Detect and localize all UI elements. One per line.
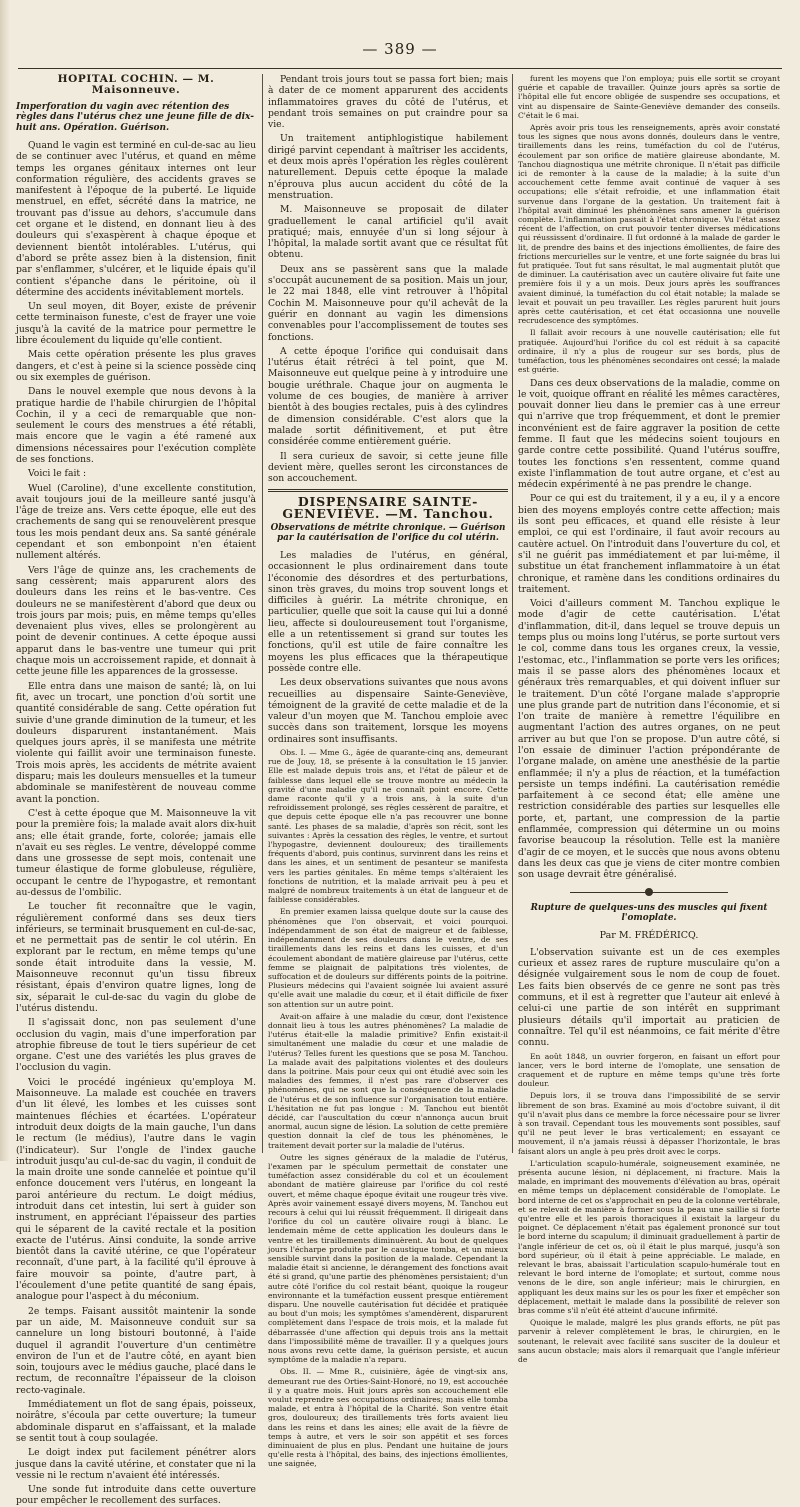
- article-author: Par M. FRÉDÉRICQ.: [599, 929, 699, 941]
- observation-text: [268, 748, 508, 1469]
- column-divider: [512, 74, 513, 1153]
- paragraph: Il sera curieux de savoir, si cette jeune fille devient mère, quelles seront les circonstances de son accouchement.: [268, 450, 508, 485]
- paragraph: Dans ces deux observations de la maladie, comme on le voit, quoique offrant en réalité les mêmes caractères, pouvait donner lieu dans le premier cas à une erreur qui n'arrive que trop fréquemment, et dont le premier inconvénient est de faire aggraver la position de cette femme. Il faut que les médecins soient toujours en garde contre cette possibilité. Quand l'utérus souffre, toutes les fonctions s'en ressentent, comme quand existe l'inflammation de tout autre organe, et c'est au médecin expérimenté à ne pas prendre le change.: [518, 377, 780, 491]
- paragraph: Voici le procédé ingénieux qu'employa M. Maisonneuve. La malade est couchée en travers d'un lit élevé, les lombes et les cuisses sont maintenues fléchies et écartées. L'opérateur introduit deux doigts de la main gauche, l'un dans le rectum (le médius), l'autre dans le vagin (l'indicateur). Sur l'ongle de l'index gauche introduit jusqu'au cul-de-sac du vagin, il conduit de la main droite une sonde cannelée et pointue qu'il enfonce doucement vers l'utérus, en longeant la paroi antérieure du rectum. Le doigt médius, introduit dans cet intestin, lui sert à guider son instrument, en appréciant l'épaisseur des parties qui le séparent de la cavité rectale et la position exacte de l'utérus. Ainsi conduite, la sonde arrive bientôt dans la cavité utérine, ce que l'opérateur reconnaît, d'une part, à la facilité qu'il éprouve à faire mouvoir sa pointe, d'autre part, à l'écoulement d'une petite quantité de sang épais, analogue pour l'aspect à du méconium.: [16, 1076, 256, 1303]
- column-right: [518, 74, 780, 1365]
- ornament-dot: [645, 888, 653, 896]
- paragraph: A cette époque l'orifice qui conduisait dans l'utérus était rétréci à tel point, que M. Maisonneuve eut quelque peine à y introduire une bougie uréthrale. Chaque jour on augmenta le volume de ces bougies, de manière à arriver bientôt à des bougies rectales, puis à des cylindres de dimension considérable. C'est alors que la malade sortit définitivement, et put être considérée comme entièrement guérie.: [268, 345, 508, 448]
- page-number: — 389 —: [362, 40, 438, 58]
- paragraph: Wuel (Caroline), d'une excellente constitution, avait toujours joui de la meilleure santé jusqu'à l'âge de treize ans. Vers cette époque, elle eut des crachements de sang qui se renouvelèrent presque tous les mois pendant deux ans. Sa santé générale cependant et son embonpoint n'en étaient nullement altérés.: [16, 482, 256, 562]
- paragraph: Le doigt index put facilement pénétrer alors jusque dans la cavité utérine, et constater que ni la vessie ni le rectum n'avaient été intéressés.: [16, 1447, 256, 1481]
- article-body: [16, 140, 256, 1507]
- paragraph: Après avoir pris tous les renseignements, après avoir constaté tous les signes que nous avons donnés, douleurs dans le ventre, tiraillements dans les reins, tuméfaction du col de l'utérus, écoulement par son orifice de matière glaireuse abondante, M. Tanchou diagnostiqua une métrite chronique. Il n'était pas difficile ici de remonter à la cause de la maladie; à la suite d'un accouchement cette femme avait continué de vaquer à ses occupations; elle s'était refroidie, et une inflammation était survenue dans l'organe de la gestation. Un traitement fait à l'hôpital avait diminué les phénomènes sans amener la guérison complète. L'inflammation passait à l'état chronique. Vu l'état assez récent de l'affection, on crut pouvoir tenter diverses médications qui réussissent d'ordinaire. Il fut ordonné à la malade de garder le lit, de prendre des bains et des injections émollientes, de faire des frictions mercurielles sur le ventre, et une forte saignée du bras lui fut pratiquée. Tout fut sans résultat, le mal augmentait plutôt que de diminuer. La cautérisation avec un cautère olivaire fut faite une première fois il y a un mois. Deux jours après les souffrances avaient diminué, la tuméfaction du col était notable; la malade se levait et pouvait un peu travailler. Les règles parurent huit jours après cette cautérisation, et cet état occasionna une nouvelle recrudescence des symptômes.: [518, 123, 780, 326]
- section-heading-dispensaire: DISPENSAIRE SAINTE-GENEVIÈVE. —M. Tanchou.: [282, 494, 494, 521]
- paragraph: Les maladies de l'utérus, en général, occasionnent le plus ordinairement dans toute l'économie des désordres et des perturbations, sinon très graves, du moins trop souvent longs et difficiles à guérir. La métrite chronique, en particulier, quelle que soit la cause qui lui a donné lieu, affecte si douloureusement tout l'organisme, elle a un retentissement si grand sur toutes les fonctions, qu'il est utile de faire connaître les moyens les plus efficaces que la thérapeutique possède contre elle.: [268, 549, 508, 674]
- paragraph: M. Maisonneuve se proposait de dilater graduellement le canal artificiel qu'il avait pratiqué; mais, ennuyée d'un si long séjour à l'hôpital, la malade sortit avant que ce résultat fût obtenu.: [268, 204, 508, 261]
- paragraph: En premier examen laissa quelque doute sur la cause des phénomènes que l'on observait, et voici pourquoi. Indépendamment de son état de maigreur et de faiblesse, indépendamment de ses douleurs dans le ventre, de ses tiraillements dans les reins et dans les cuisses, et d'un écoulement abondant de matière glaireuse par l'utérus, cette femme se plaignait de palpitations très violentes, de suffocation et de douleurs sur différents points de la poitrine. Plusieurs médecins qui l'avaient soignée lui avaient assuré qu'elle avait une maladie du cœur, et il était difficile de fixer son attention sur un autre point.: [268, 907, 508, 1009]
- paragraph: L'articulation scapulo-humérale, soigneusement examinée, ne présenta aucune lésion, ni déplacement, ni fracture. Mais la malade, en imprimant des mouvements d'élévation au bras, opérait en même temps un déplacement considérable de l'omoplate. Le bord interne de cet os s'approchait en peu de la colonne vertébrale, et se relevait de manière à former sous la peau une saillie si forte qu'entre elle et les parois thoraciques il existait la largeur du poignet. Ce déplacement n'était pas également prononcé sur tout le bord interne du scapulum; il diminuait graduellement à partir de l'angle inférieur de cet os, où il était le plus marqué, jusqu'à son bord supérieur, où il était à peine appréciable. Le malade, en relevant le bras, abaissait l'articulation scapulo-humérale tout en relevant le bord interne de l'omoplate; et surtout, comme nous venons de le dire, son angle inférieur; mais le chirurgien, en appliquant les deux mains sur les os pour les fixer et empêcher son déplacement, mettait le malade dans la possibilité de relever son bras comme s'il n'eût été atteint d'aucune infirmité.: [518, 1158, 780, 1316]
- column-left: [16, 73, 256, 1507]
- binding-shadow: [0, 0, 10, 1161]
- article-body: [518, 947, 780, 1049]
- paragraph: Voici le fait :: [28, 468, 87, 480]
- paragraph: Quand le vagin est terminé en cul-de-sac au lieu de se continuer avec l'utérus, et quand en même temps les organes génitaux internes ont leur conformation régulière, des accidents graves se manifestent à l'époque de la puberté. Le liquide menstruel, en effet, sécrété dans la matrice, ne trouvant pas d'issue au dehors, s'accumule dans cet organe et le distend, en donnant lieu à des douleurs qui s'exaspèrent à chaque époque et deviennent bientôt intolérables. L'utérus, qui d'abord se prête assez bien à la distension, finit par s'enflammer, s'ulcérer, et le liquide épais qu'il contient s'épanche dans le péritoine, où il détermine des accidents inévitablement mortels.: [16, 139, 256, 298]
- article-subtitle: Imperforation du vagin avec rétention des règles dans l'utérus chez une jeune fille de dix-huit ans. Opération. Guérison.: [16, 101, 254, 134]
- paragraph: L'observation suivante est un de ces exemples curieux et assez rares de rupture musculaire qu'on a désignée vulgairement sous le nom de coup de fouet. Les faits bien observés de ce genre ne sont pas très communs, et il est à regretter que l'auteur ait enlevé à celui-ci une partie de son intérêt en supprimant plusieurs détails qu'il importait au praticien de connaître. Tel qu'il est néanmoins, ce fait mérite d'être connu.: [518, 946, 780, 1049]
- paragraph: Un traitement antiphlogistique habilement dirigé parvint cependant à maîtriser les accidents, et deux mois après l'opération les règles coulèrent naturellement. Depuis cette époque la malade n'éprouva plus aucun accident du côté de la menstruation.: [268, 133, 508, 201]
- article-body-continued: [268, 74, 508, 484]
- paragraph: Immédiatement un flot de sang épais, poisseux, noirâtre, s'écoula par cette ouverture; la tumeur abdominale disparut en s'affaissant, et la malade se sentit tout à coup soulagée.: [16, 1399, 256, 1444]
- header-rule: [18, 68, 782, 69]
- paragraph: Il fallait avoir recours à une nouvelle cautérisation; elle fut pratiquée. Aujourd'hui l'orifice du col est réduit à sa capacité ordinaire, il n'y a plus de rougeur sur ses bords, plus de tuméfaction, tous les phénomènes secondaires ont cessé; la malade est guérie.: [518, 328, 780, 375]
- paragraph: Avait-on affaire à une maladie du cœur, dont l'existence donnait lieu à tous les autres phénomènes? La maladie de l'utérus était-elle la maladie primitive? Enfin existait-il simultanément une maladie du cœur et une maladie de l'utérus? Telles furent les questions que se posa M. Tanchou. La malade avait des palpitations violentes et des douleurs dans la poitrine. Mais pour ceux qui ont étudié avec soin les maladies des femmes, il n'est pas rare d'observer ces phénomènes, qui ne sont que la conséquence de la maladie de l'utérus et de son influence sur l'organisation tout entière. L'hésitation ne fut pas longue : M. Tanchou eut bientôt décidé, car l'auscultation du cœur n'annonça aucun bruit anormal, aucun signe de lésion. La solution de cette première question donnait la clef de tous les phénomènes, le traitement devait porter sur la maladie de l'utérus.: [268, 1011, 508, 1150]
- paragraph: Le toucher fit reconnaître que le vagin, régulièrement conformé dans ses deux tiers inférieurs, se terminait brusquement en cul-de-sac, et ne permettait pas de sentir le col utérin. En explorant par le rectum, en même temps qu'une sonde était introduite dans la vessie, M. Maisonneuve reconnut qu'un tissu fibreux résistant, épais d'environ quatre lignes, long de six, séparait le cul-de-sac du vagin du globe de l'utérus distendu.: [16, 901, 256, 1014]
- paragraph: Obs. II. — Mme R., cuisinière, âgée de vingt-six ans, demeurant rue des Orties-Saint-Honoré, no 19, est accouchée il y a quatre mois. Huit jours après son accouchement elle voulut reprendre ses occupations ordinaires; mais elle tomba malade, et entra à l'hôpital de la Charité. Son ventre était gros, douloureux; des tiraillements très forts avaient lieu dans les reins et dans les aines; elle avait de la fièvre de temps à autre, et vers le soir son appétit et ses forces diminuaient de plus en plus. Pendant une huitaine de jours qu'elle resta à l'hôpital, des bains, des injections émollientes, une saignée,: [268, 1367, 508, 1469]
- section-divider: [268, 489, 508, 492]
- article-body: [268, 550, 508, 745]
- section-heading-hopital-cochin: HOPITAL COCHIN. — M. Maisonneuve.: [57, 73, 215, 97]
- article-title-rupture: Rupture de quelques-uns des muscles qui fixent l'omoplate.: [530, 902, 768, 924]
- observation-text: [518, 1052, 780, 1365]
- paragraph: Quoique le malade, malgré les plus grands efforts, ne pût pas parvenir à relever complètement le bras, le chirurgien, en le soutenant, le relevait avec facilité sans susciter de la douleur et sans aucun obstacle; mais alors il remarquait que l'angle inférieur de: [518, 1318, 780, 1365]
- article-subtitle: Observations de métrite chronique. — Guérison par la cautérisation de l'orifice du col utérin.: [270, 522, 506, 544]
- column-divider: [262, 74, 263, 1153]
- paragraph: Pendant trois jours tout se passa fort bien; mais à dater de ce moment apparurent des accidents inflammatoires graves du côté de l'utérus, et pendant trois semaines on put craindre pour sa vie.: [268, 74, 508, 131]
- paragraph: Obs. I. — Mme G., âgée de quarante-cinq ans, demeurant rue de Jouy, 18, se présente à la consultation le 15 janvier. Elle est malade depuis trois ans, et l'état de pâleur et de faiblesse dans lequel elle se trouve montre au médecin la gravité d'une maladie qu'il ne connaît point encore. Cette dame raconte qu'il y a trois ans, à la suite d'un refroidissement prolongé, ses règles cessèrent de paraître, et que depuis cette époque elle n'a pas recouvrer une bonne santé. Les phases de sa maladie, d'après son récit, sont les suivantes : Après la cessation des règles, le ventre, et surtout l'hypogastre, deviennent douloureux; des tiraillements fréquents d'abord, puis continus, survinrent dans les reins et dans les aines, et un sentiment de pesanteur se manifesta vers les parties génitales. En même temps s'altéraient les fonctions de nutrition, et la malade arrivait peu à peu et malgré de nombreux traitements à un état de langueur et de faiblesse considérables.: [268, 748, 508, 905]
- observation-text: [518, 74, 780, 375]
- paragraph: furent les moyens que l'on employa; puis elle sortit se croyant guérie et capable de travailler. Quinze jours après sa sortie de l'hôpital elle fut encore obligée de suspendre ses occupations, et vint au dispensaire de Sainte-Geneviève demander des conseils. C'était le 6 mai.: [518, 74, 780, 120]
- paragraph: Mais cette opération présente les plus graves dangers, et c'est à peine si la science possède cinq ou six exemples de guérison.: [16, 349, 256, 383]
- paragraph: En août 1848, un ouvrier forgeron, en faisant un effort pour lancer, vers le bord interne de l'omoplate, une sensation de craquement et de rupture en même temps qu'une très forte douleur.: [518, 1051, 780, 1089]
- article-body: [518, 378, 780, 881]
- column-middle: [268, 74, 508, 1469]
- paragraph: Les deux observations suivantes que nous avons recueillies au dispensaire Sainte-Geneviève, témoignent de la gravité de cette maladie et de la valeur d'un moyen que M. Tanchou emploie avec succès dans son traitement, lorsque les moyens ordinaires sont insuffisants.: [268, 677, 508, 745]
- paragraph: C'est à cette époque que M. Maisonneuve la vit pour la première fois; la malade avait alors dix-huit ans; elle était grande, forte, colorée; jamais elle n'avait eu ses règles. Le ventre, développé comme dans une grossesse de sept mois, contenait une tumeur élastique de forme globuleuse, régulière, occupant le centre de l'hypogastre, et remontant au-dessus de l'ombilic.: [16, 807, 256, 898]
- paragraph: Outre les signes généraux de la maladie de l'utérus, l'examen par le spéculum permettait de constater une tuméfaction assez considérable du col et un écoulement abondant de matière glaireuse par l'orifice du col resté ouvert, et même chaque époque évitait une rougeur très vive. Après avoir vainement essayé divers moyens, M. Tanchou eut recours à celui qui lui réussit fréquemment. Il dirigeait dans l'orifice du col un cautère olivaire rougi à blanc. Le lendemain même de cette application les douleurs dans le ventre et les tiraillements diminuèrent. Au bout de quelques jours l'écharpe produite par le caustique tomba, et un mieux sensible survint dans la position de la malade. Cependant la maladie était si ancienne, le dérangement des fonctions avait été si grand, qu'une partie des phénomènes persistaient; d'un autre côté l'orifice du col restait béant, quoique la rougeur environnante et la tuméfaction eussent presque entièrement disparu. Une nouvelle cautérisation fut décidée et pratiquée au bout d'un mois; les symptômes s'amendèrent, disparurent complètement dans l'espace de trois mois, et la malade fut débarrassée d'une affection qui depuis trois ans la mettait dans l'impossibilité même de travailler. Il y a quelques jours nous avons revu cette dame, la guérison persiste, et aucun symptôme de la maladie n'a reparu.: [268, 1152, 508, 1365]
- ornament-divider: [518, 887, 780, 897]
- paragraph: Elle entra dans une maison de santé; là, on lui fit, avec un trocart, une ponction d'où sortit une quantité considérable de sang. Cette opération fut suivie d'une grande diminution de la tumeur, et les douleurs disparurent instantanément. Mais quelques jours après, il se manifesta une métrite violente qui faillit avoir une terminaison funeste. Trois mois après, les accidents de métrite avaient disparu; mais les douleurs mensuelles et la tumeur abdominale se manifestèrent de nouveau comme avant la ponction.: [16, 680, 256, 805]
- paragraph: Deux ans se passèrent sans que la malade s'occupât aucunement de sa position. Mais un jour, le 22 mai 1848, elle vint retrouver à l'hôpital Cochin M. Maisonneuve pour qu'il achevât de la guérir en donnant au vagin les dimensions convenables pour l'accomplissement de toutes ses fonctions.: [268, 263, 508, 343]
- paragraph: Voici d'ailleurs comment M. Tanchou explique le mode d'agir de cette cautérisation. L'état d'inflammation, dit-il, dans lequel se trouve depuis un temps plus ou moins long l'utérus, se porte surtout vers le col, comme dans tous les organes creux, la vessie, l'estomac, etc., l'inflammation se porte vers les orifices; mais il se passe alors des phénomènes locaux et généraux très remarquables, et qui doivent influer sur le traitement. D'un côté l'organe malade s'approprie une plus grande part de nutrition dans l'économie, et si l'on traite de manière à remettre l'équilibre en augmentant l'action des autres organes, on ne peut arriver au but que l'on se propose. D'un autre côté, si l'on essaie de diminuer l'action prépondérante de l'organe malade, on amène une anesthésie de la partie enflammée; il n'y a plus de réaction, et la tuméfaction persiste un temps indéfini. La cautérisation remédie parfaitement à ce second état; elle amène une restriction considérable des parties sur lesquelles elle porte, et, partant, une compression de la partie enflammée, compression qui détermine un ou moins favorise beaucoup la résolution. Telle est la manière d'agir de ce moyen, et le succès que nous avons obtenu dans les deux cas que je viens de citer montre combien son usage devrait être généralisé.: [518, 598, 780, 881]
- paragraph: Depuis lors, il se trouva dans l'impossibilité de se servir librement de son bras. Examiné au mois d'octobre suivant, il dit qu'il n'avait plus dans ce membre la force nécessaire pour se livrer à son travail. Cependant tous les mouvements sont possibles, sauf qu'il ne peut lever le bras verticalement; en essayant ce mouvement, il n'a jamais réussi à dépasser l'horizontale, le bras faisant alors un angle à peu près droit avec le corps.: [518, 1091, 780, 1156]
- paragraph: Il s'agissait donc, non pas seulement d'une occlusion du vagin, mais d'une imperforation par atrophie fibreuse de tout le tiers supérieur de cet organe. C'est une des variétés les plus graves de l'occlusion du vagin.: [16, 1017, 256, 1074]
- paragraph: 2e temps. Faisant aussitôt maintenir la sonde par un aide, M. Maisonneuve conduit sur sa cannelure un long bistouri boutonné, à l'aide duquel il agrandit l'ouverture d'un centimètre environ de l'un et de l'autre côté, en ayant bien soin, toujours avec le médius gauche, placé dans le rectum, de reconnaître l'épaisseur de la cloison recto-vaginale.: [16, 1305, 256, 1396]
- paragraph: Dans le nouvel exemple que nous devons à la pratique hardie de l'habile chirurgien de l'hôpital Cochin, il y a ceci de remarquable que non-seulement le cours des menstrues a été rétabli, mais encore que le vagin a été ramené aux dimensions nécessaires pour l'exécution complète de ses fonctions.: [16, 386, 256, 465]
- paragraph: Vers l'âge de quinze ans, les crachements de sang cessèrent; mais apparurent alors des douleurs dans les reins et le bas-ventre. Ces douleurs ne se manifestèrent d'abord que deux ou trois jours par mois; puis, en même temps qu'elles devenaient plus vives, elles se prolongèrent au point de devenir continues. A cette époque aussi apparut dans le bas-ventre une tumeur qui prit chaque mois un accroissement rapide, et donnait à cette jeune fille les apparences de la grossesse.: [16, 564, 256, 678]
- paragraph: Une sonde fut introduite dans cette ouverture pour empêcher le recollement des surfaces.: [16, 1484, 256, 1507]
- paragraph: Pour ce qui est du traitement, il y a eu, il y a encore bien des moyens employés contre cette affection; mais ils sont peu efficaces, et quand elle résiste à leur emploi, ce qui est l'ordinaire, il faut avoir recours au cautère actuel. On l'introduit dans l'ouverture du col, et s'il ne guérit pas immédiatement et par lui-même, il substitue un état franchement inflammatoire à un état chronique, et ramène dans les conditions ordinaires du traitement.: [518, 493, 780, 595]
- paragraph: Un seul moyen, dit Boyer, existe de prévenir cette terminaison funeste, c'est de frayer une voie jusqu'à la cavité de la matrice pour permettre le libre écoulement du liquide qu'elle contient.: [16, 301, 256, 347]
